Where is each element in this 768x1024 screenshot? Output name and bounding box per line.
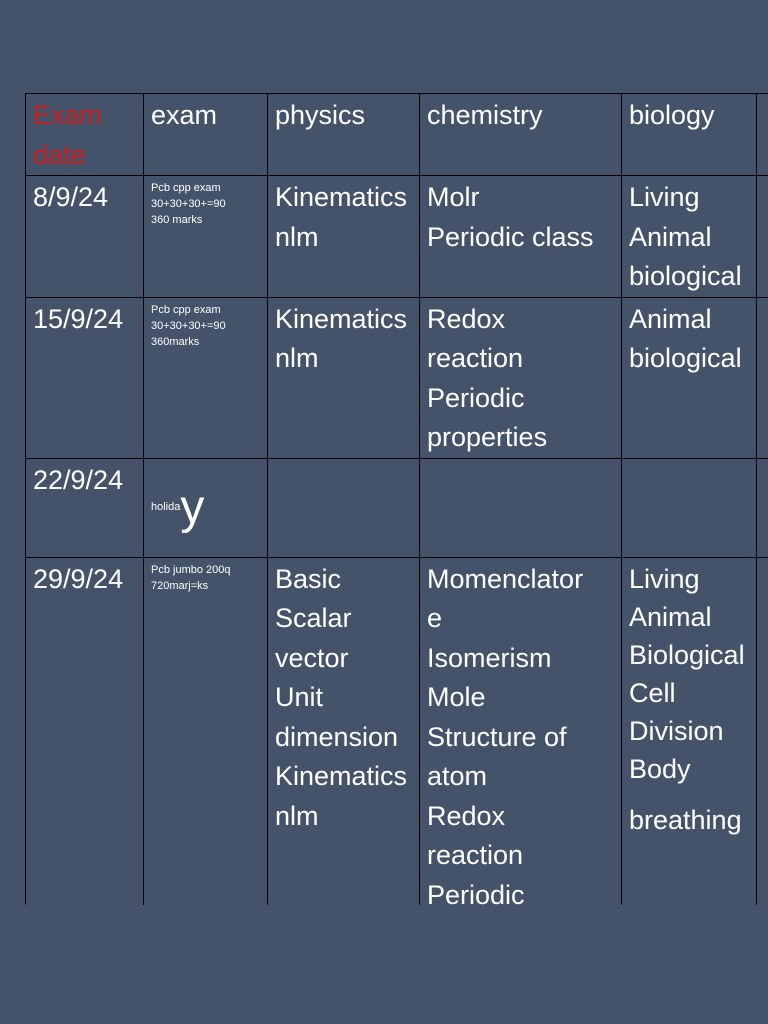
row-chemistry-cell <box>420 297 622 458</box>
chemistry-topic: Molr <box>427 182 480 212</box>
exam-schedule-table <box>25 93 768 905</box>
row-date: 29/9/24 <box>33 563 124 594</box>
holiday-note <box>151 480 261 534</box>
table-header-row <box>26 94 768 176</box>
chemistry-topic: e <box>427 603 443 633</box>
chemistry-topic: Mole <box>427 682 486 712</box>
header-physics <box>268 94 420 176</box>
header-biology <box>622 94 757 176</box>
row-chemistry-cell <box>420 458 622 557</box>
exam-detail-line: Pcb cpp exam <box>151 303 221 316</box>
chemistry-topic: Isomerism <box>427 642 552 673</box>
physics-topic: Basic <box>275 563 342 594</box>
biology-topic: Animal <box>629 221 712 252</box>
chemistry-topic: Redox <box>427 800 506 831</box>
row-extra-cell <box>757 297 768 458</box>
chemistry-topic: Periodic <box>427 382 525 413</box>
row-date: 22/9/24 <box>33 464 124 495</box>
row-physics-cell <box>268 557 420 905</box>
chemistry-topic: Redox <box>427 303 506 334</box>
chemistry-topic: reaction <box>427 343 524 373</box>
row-biology-cell <box>622 297 757 458</box>
exam-detail-line: 720marj=ks <box>151 579 209 592</box>
biology-topic: Living <box>629 563 700 594</box>
row-biology-cell <box>622 176 757 298</box>
header-physics-label: physics <box>275 100 366 130</box>
holiday-big-text: y <box>180 480 205 534</box>
table-row <box>26 557 768 905</box>
row-chemistry-cell <box>420 557 622 905</box>
physics-topic: Unit <box>275 682 324 712</box>
header-biology-label: biology <box>629 100 715 130</box>
header-chemistry-label: chemistry <box>427 100 543 130</box>
exam-detail-line: 30+30+30+=90 <box>151 198 226 210</box>
chemistry-topic: properties <box>427 422 548 452</box>
biology-topic: Body <box>629 753 691 784</box>
row-exam-cell <box>144 297 268 458</box>
row-date-cell <box>26 176 144 298</box>
biology-topic: biological <box>629 343 742 373</box>
chemistry-topic: Momenclator <box>427 563 584 594</box>
row-chemistry-cell <box>420 176 622 298</box>
physics-topic: vector <box>275 642 349 673</box>
physics-topic: Kinematics <box>275 761 408 791</box>
row-biology-cell <box>622 458 757 557</box>
header-exam <box>144 94 268 176</box>
header-exam-date <box>26 94 144 176</box>
physics-topic: nlm <box>275 343 319 373</box>
physics-topic: Kinematics <box>275 303 408 334</box>
exam-detail-line: 30+30+30+=90 <box>151 319 226 332</box>
row-date-cell <box>26 557 144 905</box>
biology-topic: Cell <box>629 677 676 708</box>
schedule-sheet <box>25 93 768 905</box>
exam-detail-line: Pcb jumbo 200q <box>151 563 231 576</box>
physics-topic: Kinematics <box>275 182 408 212</box>
exam-details <box>151 178 261 228</box>
header-exam-date-label: Exam date <box>33 100 103 170</box>
exam-detail-line: 360 marks <box>151 214 203 226</box>
biology-topic: Animal <box>629 601 712 632</box>
exam-details <box>151 560 261 594</box>
holiday-small-text: holida <box>151 500 181 513</box>
biology-topic: breathing <box>629 804 742 835</box>
chemistry-topic: Structure of <box>427 721 567 752</box>
biology-topic: Animal <box>629 303 712 334</box>
row-date-cell <box>26 458 144 557</box>
biology-topic: biological <box>629 261 742 291</box>
row-extra-cell <box>757 176 768 298</box>
exam-details <box>151 300 261 350</box>
table-row <box>26 458 768 557</box>
row-physics-cell <box>268 297 420 458</box>
row-physics-cell <box>268 458 420 557</box>
chemistry-topic: Periodic class <box>427 221 594 252</box>
header-extra-column <box>757 94 768 176</box>
biology-topic: Division <box>629 715 724 746</box>
row-biology-cell <box>622 557 757 905</box>
row-exam-cell <box>144 458 268 557</box>
header-chemistry <box>420 94 622 176</box>
exam-detail-line: 360marks <box>151 335 200 348</box>
chemistry-topic: reaction <box>427 840 524 870</box>
physics-topic: Scalar <box>275 603 352 633</box>
biology-topic: Living <box>629 182 700 212</box>
row-exam-cell <box>144 557 268 905</box>
biology-topic: Biological <box>629 639 745 670</box>
row-exam-cell <box>144 176 268 298</box>
row-date: 8/9/24 <box>33 182 109 212</box>
physics-topic: nlm <box>275 800 319 831</box>
exam-detail-line: Pcb cpp exam <box>151 182 221 194</box>
chemistry-topic: atom <box>427 761 488 791</box>
row-date-cell <box>26 297 144 458</box>
row-extra-cell <box>757 557 768 905</box>
row-date: 15/9/24 <box>33 303 124 334</box>
table-row <box>26 176 768 298</box>
table-row <box>26 297 768 458</box>
physics-topic: dimension <box>275 721 399 752</box>
chemistry-topic: Periodic <box>427 879 525 905</box>
row-physics-cell <box>268 176 420 298</box>
row-extra-cell <box>757 458 768 557</box>
physics-topic: nlm <box>275 221 319 252</box>
header-exam-label: exam <box>151 100 218 130</box>
